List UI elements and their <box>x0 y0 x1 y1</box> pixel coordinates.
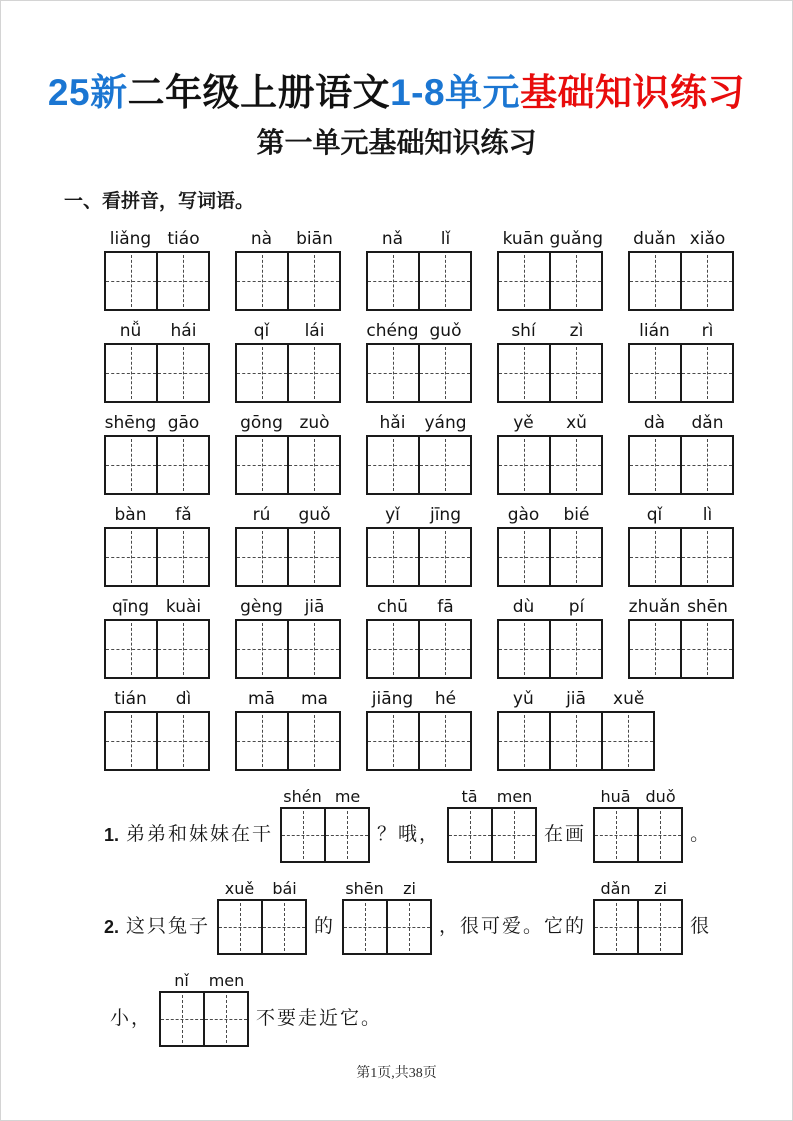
title-part-blue1: 25新 <box>47 72 128 113</box>
pinyin-word <box>628 229 734 311</box>
pinyin-label <box>235 413 341 435</box>
writing-grid <box>366 343 472 403</box>
pinyin-grid-row <box>104 597 793 679</box>
writing-cell <box>595 809 637 861</box>
writing-cell <box>106 437 156 493</box>
title-part-blue2: 1-8单元 <box>390 72 521 113</box>
pinyin-label <box>104 229 210 251</box>
writing-grid <box>104 343 210 403</box>
pinyin-word <box>235 413 341 495</box>
pinyin-word <box>366 321 472 403</box>
pinyin-label <box>366 413 472 435</box>
pinyin-syllable: me <box>334 787 361 806</box>
writing-cell <box>156 621 208 677</box>
pinyin-syllable: guǒ <box>429 321 462 341</box>
writing-cell <box>344 901 386 953</box>
sentence-text: 很 <box>690 916 712 937</box>
pinyin-word <box>159 971 249 1047</box>
pinyin-word <box>497 229 603 311</box>
writing-grid <box>366 527 472 587</box>
pinyin-syllable: kuān <box>502 229 544 249</box>
pinyin-word <box>104 321 210 403</box>
pinyin-word <box>235 689 341 771</box>
writing-cell <box>637 901 681 953</box>
pinyin-syllable: nǚ <box>119 321 142 341</box>
pinyin-word <box>104 597 210 679</box>
writing-cell <box>601 713 653 769</box>
pinyin-syllable: men <box>496 787 533 806</box>
pinyin-syllable: xǔ <box>566 413 587 433</box>
pinyin-syllable: zuò <box>299 413 330 433</box>
pinyin-label <box>497 413 603 435</box>
pinyin-word <box>104 229 210 311</box>
writing-grid <box>235 527 341 587</box>
writing-cell <box>499 437 549 493</box>
pinyin-syllable: qǐ <box>253 321 270 341</box>
pinyin-syllable: zì <box>569 321 584 341</box>
sentence-text: 在画 <box>544 824 587 845</box>
pinyin-syllable: yáng <box>424 413 467 433</box>
pinyin-word <box>342 879 432 955</box>
pinyin-syllable: jiāng <box>371 689 414 709</box>
pinyin-word <box>628 597 734 679</box>
pinyin-word <box>366 505 472 587</box>
pinyin-syllable: lián <box>639 321 670 341</box>
writing-cell <box>368 253 418 309</box>
pinyin-label <box>366 505 472 527</box>
pinyin-label <box>366 597 472 619</box>
writing-cell <box>549 253 601 309</box>
writing-grid <box>104 435 210 495</box>
pinyin-syllable: guǎng <box>549 229 603 249</box>
pinyin-syllable: nǐ <box>174 971 189 990</box>
writing-grid <box>366 711 472 771</box>
pinyin-syllable: gèng <box>240 597 283 617</box>
writing-cell <box>261 901 305 953</box>
pinyin-syllable: yǐ <box>385 505 400 525</box>
pinyin-syllable: hǎi <box>379 413 406 433</box>
pinyin-syllable: shēng <box>104 413 157 433</box>
writing-cell <box>156 345 208 401</box>
pinyin-syllable: shēn <box>687 597 728 617</box>
pinyin-syllable: men <box>208 971 245 990</box>
writing-grid <box>593 807 683 863</box>
writing-grid <box>104 251 210 311</box>
pinyin-word <box>593 879 683 955</box>
writing-grid <box>497 251 603 311</box>
pinyin-syllable: tián <box>114 689 147 709</box>
pinyin-word <box>497 689 655 771</box>
pinyin-grid-row <box>104 413 793 495</box>
pinyin-label <box>159 971 249 991</box>
writing-cell <box>237 437 287 493</box>
writing-cell <box>680 529 732 585</box>
unit-subtitle: 第一单元基础知识练习 <box>256 128 537 159</box>
writing-cell <box>287 713 339 769</box>
sentence-text: 小， <box>110 1008 153 1029</box>
pinyin-syllable: bái <box>272 879 297 898</box>
pinyin-label <box>628 321 734 343</box>
writing-cell <box>549 345 601 401</box>
pinyin-syllable: shén <box>283 787 322 806</box>
pinyin-syllable: lǐ <box>440 229 451 249</box>
fill-in-sentences <box>0 787 793 1047</box>
pinyin-syllable: duǒ <box>645 787 676 806</box>
writing-grid <box>628 251 734 311</box>
pinyin-syllable: guǒ <box>298 505 331 525</box>
pinyin-syllable: xiǎo <box>689 229 726 249</box>
writing-cell <box>549 713 601 769</box>
writing-cell <box>156 253 208 309</box>
page-title <box>0 0 793 114</box>
pinyin-label <box>235 229 341 251</box>
pinyin-grid-row <box>104 229 793 311</box>
pinyin-label <box>342 879 432 899</box>
pinyin-syllable: dù <box>512 597 535 617</box>
writing-grid <box>447 807 537 863</box>
pinyin-label <box>104 597 210 619</box>
writing-grid <box>497 343 603 403</box>
pinyin-label <box>280 787 370 807</box>
pinyin-word <box>280 787 370 863</box>
writing-grid <box>104 527 210 587</box>
pinyin-syllable: zi <box>403 879 416 898</box>
pinyin-syllable: chéng <box>366 321 419 341</box>
writing-cell <box>237 529 287 585</box>
writing-grid <box>104 711 210 771</box>
pinyin-syllable: fā <box>437 597 454 617</box>
section-heading: 一、看拼音，写词语。 <box>64 191 255 212</box>
writing-cell <box>368 345 418 401</box>
writing-grid <box>366 435 472 495</box>
writing-cell <box>203 993 247 1045</box>
pinyin-syllable: rì <box>701 321 714 341</box>
sentence-text: 的 <box>314 916 336 937</box>
writing-cell <box>106 253 156 309</box>
writing-cell <box>418 529 470 585</box>
pinyin-grid-row <box>104 505 793 587</box>
writing-grid <box>497 711 655 771</box>
writing-grid <box>366 619 472 679</box>
pinyin-label <box>593 879 683 899</box>
pinyin-syllable: duǎn <box>633 229 676 249</box>
pinyin-word <box>104 689 210 771</box>
sentence-text: 。 <box>690 824 712 845</box>
writing-cell <box>595 901 637 953</box>
writing-cell <box>630 253 680 309</box>
writing-grid <box>628 619 734 679</box>
sentence-2 <box>104 879 793 955</box>
writing-grid <box>159 991 249 1047</box>
pinyin-label <box>628 505 734 527</box>
pinyin-word <box>447 787 537 863</box>
sentence-text: 这只兔子 <box>126 916 211 937</box>
writing-grid <box>497 527 603 587</box>
pinyin-label <box>235 597 341 619</box>
pinyin-word <box>217 879 307 955</box>
pinyin-label <box>628 597 734 619</box>
pinyin-word <box>628 413 734 495</box>
sentence-1 <box>104 787 793 863</box>
pinyin-word <box>235 229 341 311</box>
pinyin-label <box>593 787 683 807</box>
pinyin-syllable: jīng <box>429 505 461 525</box>
pinyin-label <box>628 413 734 435</box>
writing-cell <box>287 345 339 401</box>
writing-grid <box>342 899 432 955</box>
writing-cell <box>680 437 732 493</box>
title-part-red: 基础知识练习 <box>520 72 746 113</box>
writing-cell <box>491 809 535 861</box>
pinyin-grid-row <box>104 321 793 403</box>
pinyin-syllable: tiáo <box>167 229 200 249</box>
pinyin-syllable: hái <box>170 321 197 341</box>
writing-cell <box>156 713 208 769</box>
sentence-text: ？哦， <box>377 824 441 845</box>
pinyin-syllable: fǎ <box>175 505 192 525</box>
writing-cell <box>418 621 470 677</box>
writing-cell <box>237 253 287 309</box>
writing-cell <box>287 437 339 493</box>
pinyin-syllable: shí <box>511 321 536 341</box>
writing-grid <box>235 435 341 495</box>
writing-cell <box>282 809 324 861</box>
writing-grid <box>593 899 683 955</box>
writing-grid <box>235 711 341 771</box>
writing-cell <box>368 713 418 769</box>
pinyin-syllable: bàn <box>114 505 147 525</box>
writing-grid <box>628 343 734 403</box>
writing-grid <box>235 619 341 679</box>
writing-cell <box>680 253 732 309</box>
pinyin-syllable: gào <box>507 505 540 525</box>
pinyin-syllable: zhuǎn <box>628 597 681 617</box>
pinyin-syllable: shēn <box>345 879 384 898</box>
pinyin-syllable: lái <box>304 321 325 341</box>
pinyin-syllable: tā <box>461 787 478 806</box>
pinyin-word <box>366 413 472 495</box>
writing-cell <box>106 345 156 401</box>
writing-cell <box>161 993 203 1045</box>
pinyin-word <box>497 505 603 587</box>
pinyin-label <box>235 689 341 711</box>
pinyin-syllable: gāo <box>167 413 200 433</box>
pinyin-syllable: dì <box>175 689 192 709</box>
writing-grid <box>497 619 603 679</box>
writing-cell <box>418 713 470 769</box>
writing-grid <box>280 807 370 863</box>
pinyin-word <box>366 597 472 679</box>
writing-cell <box>287 529 339 585</box>
pinyin-syllable: jiā <box>566 689 586 709</box>
writing-cell <box>418 253 470 309</box>
pinyin-syllable: nà <box>250 229 273 249</box>
pinyin-syllable: xuě <box>613 689 645 709</box>
writing-cell <box>418 345 470 401</box>
sentence-number: 2. <box>104 917 120 937</box>
pinyin-syllable: qǐ <box>646 505 663 525</box>
writing-cell <box>287 621 339 677</box>
writing-cell <box>499 713 549 769</box>
pinyin-syllable: huā <box>600 787 631 806</box>
pinyin-label <box>497 321 603 343</box>
writing-cell <box>324 809 368 861</box>
writing-cell <box>219 901 261 953</box>
sentence-3 <box>110 971 793 1047</box>
writing-grid <box>628 527 734 587</box>
pinyin-syllable: bié <box>563 505 590 525</box>
pinyin-syllable: jiā <box>304 597 325 617</box>
writing-cell <box>630 621 680 677</box>
sentence-number: 1. <box>104 825 120 845</box>
pinyin-label <box>104 505 210 527</box>
sentence-text: 不要走近它。 <box>256 1008 383 1029</box>
title-part-black: 二年级上册语文 <box>127 72 391 113</box>
writing-cell <box>237 621 287 677</box>
pinyin-syllable: dǎn <box>600 879 631 898</box>
pinyin-grid-row <box>104 689 793 771</box>
pinyin-label <box>497 597 603 619</box>
pinyin-syllable: qīng <box>111 597 150 617</box>
writing-cell <box>368 529 418 585</box>
pinyin-label <box>497 505 603 527</box>
writing-grid <box>235 343 341 403</box>
pinyin-label <box>366 229 472 251</box>
writing-cell <box>499 253 549 309</box>
pinyin-label <box>497 229 603 251</box>
writing-cell <box>156 529 208 585</box>
pinyin-syllable: hé <box>434 689 457 709</box>
writing-cell <box>368 621 418 677</box>
pinyin-label <box>104 413 210 435</box>
writing-cell <box>630 345 680 401</box>
writing-grid <box>366 251 472 311</box>
pinyin-syllable: zi <box>654 879 667 898</box>
writing-cell <box>630 437 680 493</box>
writing-cell <box>680 621 732 677</box>
writing-grid <box>217 899 307 955</box>
pinyin-word <box>104 413 210 495</box>
pinyin-syllable: mā <box>248 689 275 709</box>
pinyin-label <box>104 321 210 343</box>
writing-cell <box>156 437 208 493</box>
pinyin-word <box>235 597 341 679</box>
sentence-text: ，很可爱。它的 <box>439 916 587 937</box>
pinyin-syllable: nǎ <box>381 229 404 249</box>
writing-cell <box>106 529 156 585</box>
writing-cell <box>237 345 287 401</box>
pinyin-syllable: yǔ <box>512 689 534 709</box>
writing-grid <box>104 619 210 679</box>
pinyin-word <box>628 505 734 587</box>
pinyin-label <box>628 229 734 251</box>
pinyin-word <box>235 505 341 587</box>
pinyin-word <box>497 413 603 495</box>
sentence-text: 弟弟和妹妹在干 <box>126 824 274 845</box>
pinyin-syllable: ma <box>301 689 328 709</box>
writing-cell <box>549 437 601 493</box>
pinyin-label <box>235 505 341 527</box>
writing-cell <box>637 809 681 861</box>
pinyin-word <box>497 597 603 679</box>
pinyin-syllable: lì <box>702 505 713 525</box>
pinyin-syllable: kuài <box>165 597 202 617</box>
writing-cell <box>680 345 732 401</box>
pinyin-syllable: yě <box>513 413 534 433</box>
writing-cell <box>549 529 601 585</box>
writing-cell <box>449 809 491 861</box>
pinyin-syllable: xuě <box>224 879 255 898</box>
writing-cell <box>418 437 470 493</box>
writing-cell <box>368 437 418 493</box>
pinyin-syllable: chū <box>377 597 408 617</box>
writing-cell <box>287 253 339 309</box>
writing-cell <box>499 345 549 401</box>
pinyin-label <box>447 787 537 807</box>
pinyin-word <box>628 321 734 403</box>
writing-cell <box>106 713 156 769</box>
writing-cell <box>106 621 156 677</box>
pinyin-label <box>366 689 472 711</box>
writing-grid <box>497 435 603 495</box>
pinyin-label <box>497 689 655 711</box>
pinyin-grid-area <box>0 229 793 771</box>
pinyin-label <box>104 689 210 711</box>
page-number-footer: 第1页,共38页 <box>356 1066 437 1081</box>
pinyin-word <box>593 787 683 863</box>
pinyin-word <box>366 689 472 771</box>
pinyin-syllable: dà <box>643 413 666 433</box>
pinyin-word <box>366 229 472 311</box>
writing-cell <box>499 621 549 677</box>
writing-grid <box>235 251 341 311</box>
writing-cell <box>630 529 680 585</box>
pinyin-word <box>104 505 210 587</box>
pinyin-syllable: dǎn <box>691 413 724 433</box>
pinyin-syllable: pí <box>568 597 585 617</box>
pinyin-word <box>235 321 341 403</box>
writing-cell <box>549 621 601 677</box>
pinyin-syllable: biān <box>296 229 333 249</box>
pinyin-label <box>235 321 341 343</box>
pinyin-label <box>366 321 472 343</box>
pinyin-syllable: gōng <box>240 413 283 433</box>
pinyin-label <box>217 879 307 899</box>
writing-cell <box>499 529 549 585</box>
pinyin-syllable: liǎng <box>109 229 152 249</box>
writing-grid <box>628 435 734 495</box>
pinyin-word <box>497 321 603 403</box>
pinyin-syllable: rú <box>252 505 271 525</box>
writing-cell <box>386 901 430 953</box>
writing-cell <box>237 713 287 769</box>
